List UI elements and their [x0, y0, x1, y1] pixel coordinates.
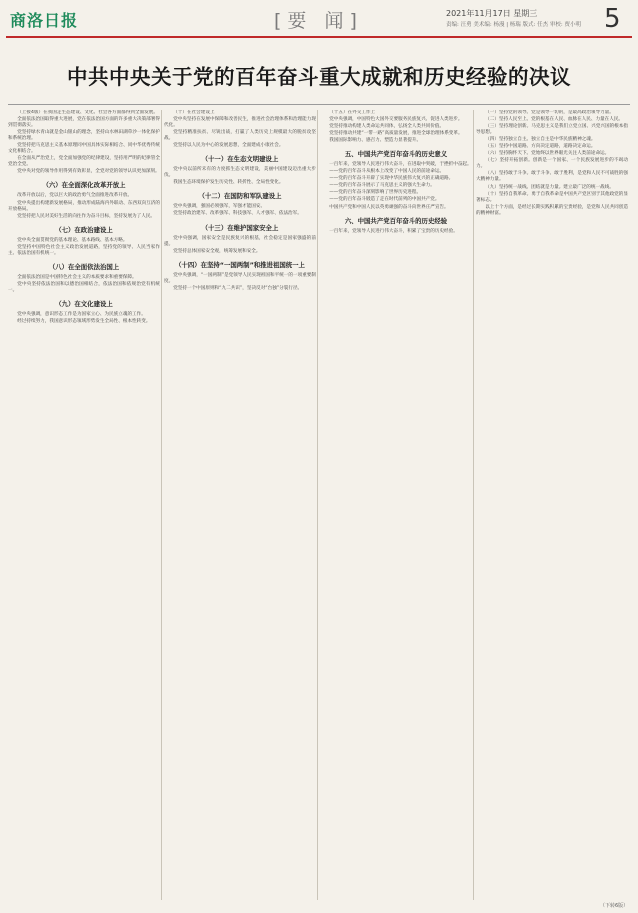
article-paragraph: 党中央强调，意识形态工作是为国家立心、为民族立魂的工作。	[17, 311, 146, 317]
article-paragraph: 党坚持精准扶贫、尽锐出战，打赢了人类历史上规模最大的脱贫攻坚战。	[164, 130, 316, 142]
article-paragraph: ——党的百年奋斗开辟了实现中华民族伟大复兴的正确道路。	[329, 176, 454, 182]
article-paragraph: 全面依法治国是中国特色社会主义的本质要求和重要保障。	[17, 274, 137, 280]
article-paragraph: 党坚持把人民对美好生活的向往作为奋斗目标，坚持发展为了人民。	[17, 213, 156, 219]
article-paragraph: 党中央坚持在发展中保障和改善民生，推进社会治理体系和治理能力现代化。	[164, 117, 316, 129]
article-paragraph: ——党的百年奋斗展示了马克思主义的强大生命力。	[329, 183, 435, 189]
article-column-4	[476, 110, 628, 900]
article-paragraph: （七）坚持开拓创新。创新是一个国家、一个民族发展进步的不竭动力。	[476, 158, 628, 170]
article-paragraph: （五）坚持中国道路。方向决定道路，道路决定命运。	[485, 144, 596, 150]
article-paragraph: 中国共产党和中国人民以英勇顽强的奋斗向世界庄严宣告。	[329, 204, 449, 210]
article-paragraph: 经过持续努力，我国意识形态领域形势发生全局性、根本性转变。	[17, 318, 151, 324]
column-divider	[317, 110, 318, 900]
article-paragraph: （十）在社会建设上	[173, 110, 215, 115]
article-paragraph: 党中央以前所未有的力度抓生态文明建设，美丽中国建设迈出重大步伐。	[164, 167, 316, 179]
article-paragraph: 党坚持中国特色社会主义政治发展道路，坚持党的领导、人民当家作主、依法治国有机统一。	[8, 244, 160, 256]
article-paragraph: 党中央强调，中国特色大国外交要服务民族复兴、促进人类进步。	[329, 117, 463, 123]
article-paragraph: （八）坚持敢于斗争。敢于斗争、敢于胜利，是党和人民不可战胜的强大精神力量。	[476, 171, 628, 183]
article-paragraph: ——党的百年奋斗从根本上改变了中国人民的前途命运。	[329, 169, 445, 175]
section-subheading: （十三）在维护国家安全上	[201, 223, 279, 232]
article-paragraph: 党中央强调，国家安全是民族复兴的根基，社会稳定是国家强盛的前提。	[164, 235, 316, 247]
article-paragraph: 党中央强调，“一国两制”是党领导人民实现祖国和平统一的一项重要制度。	[164, 272, 316, 284]
article-paragraph: ——党的百年奋斗深刻影响了世界历史进程。	[329, 190, 422, 196]
article-paragraph: （一）坚持党的领导。党是领导一切的，是最高政治领导力量。	[485, 110, 614, 115]
article-paragraph: 我国生态环境保护发生历史性、转折性、全局性变化。	[173, 180, 284, 186]
column-divider	[161, 110, 162, 900]
article-paragraph: 党坚持总体国家安全观，统筹发展和安全。	[173, 248, 261, 254]
page-headline: 中共中央关于党的百年奋斗重大成就和历史经验的决议	[67, 65, 571, 89]
article-paragraph: 党坚持政治建军、改革强军、科技强军、人才强军、依法治军。	[173, 211, 302, 217]
article-paragraph: 全面依法治国取得重大进展，党在依法治国方面的许多重大决策部署得到贯彻落实。	[8, 117, 160, 129]
article-paragraph: 党中央提出构建新发展格局，推动形成陆海内外联动、东西双向互济的开放格局。	[8, 200, 160, 212]
article-paragraph: 党中央对党的领导作用得到有效彰显，全党对党的领导认识更加深刻。	[17, 169, 160, 175]
article-paragraph: 党中央坚持依法治国和以德治国相结合，依法治国和依规治党有机统一。	[8, 281, 160, 293]
article-column-2	[164, 110, 316, 900]
article-paragraph: 党坚持以人民为中心的发展思想，全面建成小康社会。	[173, 143, 284, 149]
page-number: 5	[604, 4, 621, 34]
section-subheading: （十二）在国防和军队建设上	[198, 192, 282, 201]
article-paragraph: （九）坚持统一战线。团结就是力量。建立最广泛的统一战线。	[485, 184, 614, 190]
article-paragraph: 党中央全面贯彻党的基本理论、基本路线、基本方略。	[17, 237, 128, 243]
article-column-3	[320, 110, 472, 900]
section-subheading: （九）在文化建设上	[55, 299, 113, 308]
article-paragraph: 党坚持绿水青山就是金山银山的理念，坚持山水林田湖草沙一体化保护和系统治理。	[8, 130, 160, 142]
article-paragraph: ——党的百年奋斗锻造了走在时代前列的中国共产党。	[329, 197, 440, 203]
article-paragraph: 党坚持推动构建人类命运共同体，弘扬全人类共同价值。	[329, 124, 445, 130]
section-subheading: （八）在全面依法治国上	[48, 262, 120, 271]
article-paragraph: 以上十个方面，是经过长期实践积累的宝贵经验，是党和人民共同创造的精神财富。	[476, 204, 628, 216]
section-subheading: （十四）在坚持“一国两制”和推进祖国统一上	[175, 260, 305, 269]
section-label: [要 闻]	[274, 10, 363, 32]
article-paragraph: 党坚持一个中国原则和“九二共识”，坚决反对“台独”分裂行径。	[173, 285, 303, 291]
newspaper-logo: 商洛日报	[10, 11, 79, 30]
section-subheading: 六、中国共产党百年奋斗的历史经验	[344, 216, 448, 225]
article-paragraph: 我国国际影响力、感召力、塑造力显著提升。	[329, 138, 422, 144]
column-divider	[473, 110, 474, 900]
article-paragraph: （上接4版）在我国走生态建设、文化、社会各方面都得到全面发展。	[17, 110, 158, 115]
article-paragraph: 党中央强调，强国必须强军，军强才能国安。	[173, 204, 266, 210]
article-paragraph: 一百年来，党领导人民进行伟大奋斗，积累了宝贵的历史经验。	[329, 228, 458, 234]
article-paragraph: （二）坚持人民至上。党的根基在人民、血脉在人民、力量在人民。	[485, 117, 624, 123]
article-paragraph: （十五）在外交工作上	[329, 110, 376, 115]
editor-credits: 责编: 汪勇 美术编: 杨漫 | 杨瑞 版式: 任杰 审校: 贾小明	[446, 22, 582, 28]
article-paragraph: 党坚持推动共建“一带一路”高质量发展，推进全球治理体系变革。	[329, 131, 463, 137]
article-paragraph: （三）坚持理论创新。马克思主义是我们立党立国、兴党兴国的根本指导思想。	[476, 124, 628, 136]
article-paragraph: 党坚持把马克思主义基本原理同中国具体实际相结合、同中华优秀传统文化相结合。	[8, 143, 160, 155]
headline-divider	[8, 104, 630, 105]
article-paragraph: 一百年来，党领导人民进行伟大奋斗，在进取中突破，于挫折中奋起。	[329, 162, 472, 168]
section-subheading: 五、中国共产党百年奋斗的历史意义	[344, 150, 448, 159]
continued-note: （下转6版）	[600, 903, 629, 909]
article-paragraph: 改革开放以后，党以巨大的政治勇气全面推进改革开放。	[17, 193, 133, 199]
article-paragraph: 在全面从严治党上，党全面加强党的纪律建设，坚持用严明的纪律管全党治全党。	[8, 156, 160, 168]
masthead	[6, 4, 632, 38]
section-subheading: （七）在政治建设上	[55, 225, 113, 234]
section-subheading: （十一）在生态文明建设上	[201, 155, 279, 164]
article-column-1	[8, 110, 160, 900]
article-paragraph: （六）坚持胸怀天下。党始终以世界眼光关注人类前途命运。	[485, 151, 610, 157]
article-paragraph: （十）坚持自我革命。勇于自我革命是中国共产党区别于其他政党的显著标志。	[476, 191, 628, 203]
issue-date: 2021年11月17日 星期三	[446, 9, 538, 18]
section-subheading: （六）在全面深化改革开放上	[42, 181, 126, 190]
article-paragraph: （四）坚持独立自主。独立自主是中华民族精神之魂。	[485, 137, 596, 143]
